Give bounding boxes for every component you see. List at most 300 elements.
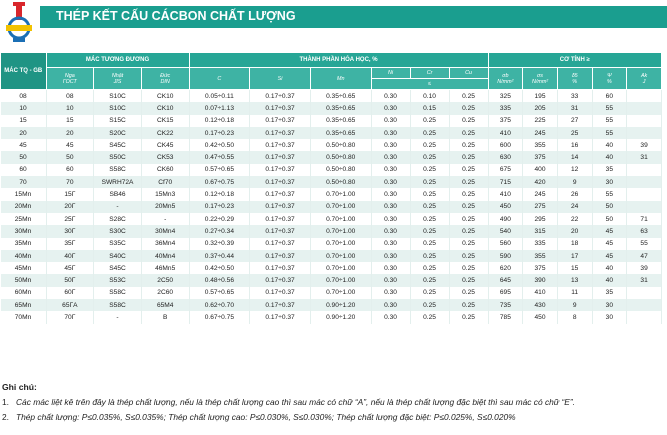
header-mac-tq: MÁC TQ - GB [1,53,47,90]
table-cell: 400 [523,164,558,176]
table-row [1,164,662,176]
table-row [1,262,662,274]
table-cell: 0.30 [371,188,410,200]
table-row [1,201,662,213]
table-cell [627,188,662,200]
table-cell: 375 [523,151,558,163]
table-cell: 315 [523,225,558,237]
table-cell: 0.17÷0.37 [250,262,311,274]
table-cell: 55 [592,115,627,127]
table-cell [627,176,662,188]
table-cell: 0.30 [371,139,410,151]
table-cell: 0.10 [410,90,449,103]
table-cell: 0.25 [410,299,449,311]
table-cell: 0.25 [449,90,488,103]
table-cell: 0.70÷1.00 [310,201,371,213]
table-cell: 0.70÷1.00 [310,188,371,200]
table-cell: S40C [94,250,142,262]
table-cell: 18 [557,238,592,250]
table-row [1,274,662,286]
table-cell: 410 [488,188,523,200]
table-cell: 295 [523,213,558,225]
table-cell: S30C [94,225,142,237]
table-cell: 0.57÷0.65 [189,164,250,176]
table-cell: 31 [627,274,662,286]
table-cell: 11 [557,287,592,299]
table-cell: 31 [627,151,662,163]
table-cell: CK60 [141,164,189,176]
table-cell: S10C [94,90,142,103]
table-cell: 0.17÷0.37 [250,90,311,103]
table-cell: 10 [1,102,47,114]
table-cell: 0.25 [449,201,488,213]
page-title: THÉP KẾT CẤU CÁCBON CHẤT LƯỢNG [56,9,296,23]
table-cell: 0.30 [371,90,410,103]
table-cell: CK10 [141,102,189,114]
table-cell: CK22 [141,127,189,139]
table-cell: 30 [592,299,627,311]
table-cell: 20Г [46,201,94,213]
table-cell: 410 [488,127,523,139]
table-cell: 0.70÷1.00 [310,250,371,262]
table-cell: 31 [557,102,592,114]
table-cell [627,164,662,176]
table-cell: 65Mn [1,299,47,311]
machinery-logo [4,2,34,46]
table-cell: 25 [557,127,592,139]
table-cell: 590 [488,250,523,262]
note-item: 2. Thép chất lượng: P≤0.035%, S≤0.035%; Thép chất lượng cao: P≤0.030%, S≤0.030%; Thép chất lượng đặc biệt: P≤0.025%, S≤0.020% [2,412,516,422]
table-cell: 0.30 [371,274,410,286]
table-cell: 15Mn3 [141,188,189,200]
table-cell: 15Mn [1,188,47,200]
table-cell: 26 [557,188,592,200]
table-cell: 50 [592,201,627,213]
table-cell: 9 [557,299,592,311]
table-cell: 450 [488,201,523,213]
table-cell: 0.17÷0.37 [250,115,311,127]
table-cell: 0.17÷0.37 [250,139,311,151]
table-row [1,90,662,103]
table-cell: 195 [523,90,558,103]
table-row [1,238,662,250]
table-body [1,90,662,324]
table-cell: 420 [523,176,558,188]
table-row [1,188,662,200]
table-cell: 0.17÷0.37 [250,151,311,163]
header-ob: σb N/mm² [488,68,523,90]
table-cell: 45Г [46,262,94,274]
table-cell: 0.25 [449,299,488,311]
table-cell: 0.25 [410,176,449,188]
table-cell: 225 [523,115,558,127]
table-cell: 0.17÷0.37 [250,225,311,237]
table-cell: 0.17÷0.37 [250,201,311,213]
table-row [1,151,662,163]
table-cell: 0.30 [371,151,410,163]
table-cell: 0.25 [449,188,488,200]
table-cell: 20Mn [1,201,47,213]
table-cell: 375 [488,115,523,127]
table-cell: 645 [488,274,523,286]
table-cell: 0.25 [410,287,449,299]
table-cell: 20 [557,225,592,237]
table-cell [627,90,662,103]
table-cell: 785 [488,311,523,323]
table-cell: - [94,311,142,323]
table-cell: 0.70÷1.00 [310,225,371,237]
table-cell: 13 [557,274,592,286]
table-cell: 600 [488,139,523,151]
table-cell: 0.25 [410,225,449,237]
table-row [1,311,662,323]
table-cell: 0.17÷0.37 [250,102,311,114]
table-cell: 0.25 [449,176,488,188]
table-cell: 0.25 [449,164,488,176]
table-cell: 0.12÷0.18 [189,188,250,200]
table-cell: S45C [94,262,142,274]
table-cell: 0.90÷1.20 [310,299,371,311]
table-cell: 0.17÷0.37 [250,274,311,286]
table-cell: 0.70÷1.00 [310,238,371,250]
table-cell: 335 [523,238,558,250]
table-cell [627,287,662,299]
table-cell: 15Г [46,188,94,200]
table-cell: 245 [523,127,558,139]
header-duc: Đức DIN [141,68,189,90]
table-cell: 0.30 [371,102,410,114]
table-cell: 0.30 [371,201,410,213]
table-cell: 355 [523,250,558,262]
table-cell: 0.35÷0.65 [310,115,371,127]
table-cell: 735 [488,299,523,311]
table-cell: 30 [592,176,627,188]
table-cell: 375 [523,262,558,274]
table-cell: 50 [46,151,94,163]
table-cell: 60 [592,90,627,103]
table-cell: 0.25 [410,213,449,225]
table-cell: 0.30 [371,164,410,176]
table-cell: 20Mn5 [141,201,189,213]
table-cell: 60 [1,164,47,176]
table-cell: 0.17÷0.37 [250,213,311,225]
table-cell: 0.17÷0.37 [250,238,311,250]
table-row [1,127,662,139]
table-cell: 35 [592,164,627,176]
table-cell: 08 [46,90,94,103]
table-cell: 45Mn [1,262,47,274]
table-cell: 46Mn5 [141,262,189,274]
table-cell: 0.30 [371,299,410,311]
table-cell: 0.25 [410,188,449,200]
table-cell: 50Г [46,274,94,286]
table-cell: 30 [592,311,627,323]
table-cell: 0.17÷0.37 [250,188,311,200]
table-cell: 0.22÷0.29 [189,213,250,225]
table-cell: S50C [94,151,142,163]
table-cell: 8 [557,311,592,323]
header-cr: Cr [410,68,449,79]
table-cell: 55 [592,127,627,139]
table-row [1,287,662,299]
table-cell: 12 [557,164,592,176]
table-cell: 630 [488,151,523,163]
table-cell: 0.07÷1.13 [189,102,250,114]
table-cell: 0.25 [449,213,488,225]
table-cell: 245 [523,188,558,200]
table-row [1,139,662,151]
table-cell: 20 [1,127,47,139]
table-cell: 45 [592,225,627,237]
table-cell: 0.70÷1.00 [310,274,371,286]
table-cell: 0.67÷0.75 [189,176,250,188]
table-cell: S10C [94,102,142,114]
table-cell: 355 [523,139,558,151]
table-cell: 50 [1,151,47,163]
table-cell: 20 [46,127,94,139]
table-row [1,225,662,237]
table-cell: 45 [46,139,94,151]
table-cell: 40Mn [1,250,47,262]
table-cell: 0.70÷1.00 [310,287,371,299]
table-cell: 33 [557,90,592,103]
table-cell: 14 [557,151,592,163]
table-cell: CK10 [141,90,189,103]
table-cell: 0.25 [410,274,449,286]
table-cell: 0.42÷0.50 [189,139,250,151]
table-cell: - [94,201,142,213]
table-cell: 0.15 [410,102,449,114]
table-cell: 0.25 [410,151,449,163]
header-mn: Mn [310,68,371,90]
table-cell: 0.17÷0.23 [189,201,250,213]
table-cell: 22 [557,213,592,225]
header-ak: Ak J [627,68,662,90]
header-nga: Nga ГОСТ [46,68,94,90]
table-cell: S35C [94,238,142,250]
table-cell: 0.25 [449,262,488,274]
header-max-symbol: ≤ [371,79,488,90]
table-cell: 36Mn4 [141,238,189,250]
table-cell: CK15 [141,115,189,127]
table-cell: S20C [94,127,142,139]
table-cell: 47 [627,250,662,262]
table-cell: 0.30 [371,311,410,323]
notes-title: Ghi chú: [2,382,37,392]
table-cell: 0.17÷0.37 [250,164,311,176]
table-cell: 50Mn [1,274,47,286]
note-item: 1. Các mác liệt kê trên đây là thép chất lượng, nếu là thép chất lượng cao thì sau mác có chữ “A”, nếu là thép chất lượng đặc biệt thì sau mác có chữ “E”. [2,397,575,407]
table-cell: 70Mn [1,311,47,323]
table-cell: 65ГA [46,299,94,311]
header-cu: Cu [449,68,488,79]
table-cell: 0.25 [410,127,449,139]
table-cell: 0.30 [371,176,410,188]
table-cell [627,102,662,114]
table-cell: 0.42÷0.50 [189,262,250,274]
table-cell: 2C50 [141,274,189,286]
table-cell: 0.35÷0.65 [310,90,371,103]
table-cell: 27 [557,115,592,127]
table-cell: 0.25 [449,287,488,299]
table-cell: 540 [488,225,523,237]
table-cell: 0.17÷0.37 [250,299,311,311]
table-cell: Cf70 [141,176,189,188]
table-cell: CK45 [141,139,189,151]
table-cell: SWRH72A [94,176,142,188]
table-cell: S28C [94,213,142,225]
table-cell: 335 [488,102,523,114]
table-cell: 35 [592,287,627,299]
table-cell: 55 [592,188,627,200]
table-cell: 0.47÷0.55 [189,151,250,163]
header-c: C [189,68,250,90]
table-cell: 40 [592,274,627,286]
table-cell: 0.25 [410,250,449,262]
table-cell: 0.25 [449,115,488,127]
table-cell: 0.05÷0.11 [189,90,250,103]
table-row [1,176,662,188]
table-row [1,299,662,311]
table-cell: 205 [523,102,558,114]
table-cell: 0.57÷0.65 [189,287,250,299]
table-cell: 60 [46,164,94,176]
table-cell: S45C [94,139,142,151]
table-cell [627,127,662,139]
table-cell: 450 [523,311,558,323]
table-cell: 0.17÷0.37 [250,127,311,139]
table-cell: 0.30 [371,287,410,299]
table-cell: - [141,213,189,225]
header-thanh-phan: THÀNH PHẦN HÓA HỌC, % [189,53,488,68]
table-cell: 50 [592,213,627,225]
table-cell: 0.25 [410,311,449,323]
table-cell: 275 [523,201,558,213]
table-cell: 35Mn [1,238,47,250]
table-cell: 695 [488,287,523,299]
header-co-tinh: CƠ TÍNH ≥ [488,53,661,68]
table-cell: 0.25 [449,238,488,250]
table-cell: 15 [46,115,94,127]
table-cell: 17 [557,250,592,262]
table-cell: 65M4 [141,299,189,311]
table-cell: 560 [488,238,523,250]
table-cell: 70 [1,176,47,188]
table-cell: 30Mn [1,225,47,237]
table-cell: 40 [592,139,627,151]
table-row [1,250,662,262]
table-cell: 675 [488,164,523,176]
table-cell: 0.30 [371,127,410,139]
table-cell: 0.50÷0.80 [310,164,371,176]
table-cell: 40 [592,262,627,274]
table-cell: 0.70÷1.00 [310,262,371,274]
table-cell: 0.32÷0.39 [189,238,250,250]
table-cell: 0.30 [371,262,410,274]
table-cell: 0.90÷1.20 [310,311,371,323]
table-cell: 63 [627,225,662,237]
table-cell: 45 [1,139,47,151]
table-cell: 55 [592,102,627,114]
table-cell: 0.25 [449,151,488,163]
table-cell: 430 [523,299,558,311]
notes-section [2,382,664,427]
table-cell: 30Г [46,225,94,237]
table-cell: 60Г [46,287,94,299]
table-cell: 40 [592,151,627,163]
table-cell: 0.25 [449,127,488,139]
table-cell: 45 [592,250,627,262]
table-cell: SB46 [94,188,142,200]
page-header [0,0,667,48]
table-cell: 0.30 [371,213,410,225]
table-cell: 0.30 [371,115,410,127]
header-si: Si [250,68,311,90]
table-cell: 0.25 [449,225,488,237]
table-cell [627,115,662,127]
table-cell: 39 [627,139,662,151]
table-cell: 60Mn [1,287,47,299]
table-cell: 71 [627,213,662,225]
table-cell: 0.27÷0.34 [189,225,250,237]
table-cell [627,299,662,311]
table-cell: 0.50÷0.80 [310,151,371,163]
table-cell: 25Г [46,213,94,225]
table-cell: 0.17÷0.37 [250,250,311,262]
table-cell: 70Г [46,311,94,323]
header-d5: δ5 % [557,68,592,90]
table-cell: 0.25 [449,311,488,323]
table-cell: 39 [627,262,662,274]
steel-grade-table-container [0,52,662,324]
table-row [1,213,662,225]
table-cell: 0.30 [371,238,410,250]
header-ni: Ni [371,68,410,79]
table-cell: 0.17÷0.37 [250,287,311,299]
table-cell: 0.25 [410,262,449,274]
table-cell: 0.35÷0.65 [310,102,371,114]
table-cell: 0.62÷0.70 [189,299,250,311]
table-cell: 35Г [46,238,94,250]
table-cell: 08 [1,90,47,103]
table-cell: 40Г [46,250,94,262]
table-cell: 0.25 [410,238,449,250]
table-cell: 0.48÷0.56 [189,274,250,286]
table-cell: S15C [94,115,142,127]
table-cell: S58C [94,287,142,299]
table-cell: 0.17÷0.37 [250,176,311,188]
header-psi: Ψ % [592,68,627,90]
table-cell [627,201,662,213]
table-cell: 40Mn4 [141,250,189,262]
table-cell: 410 [523,287,558,299]
table-cell [627,311,662,323]
table-cell: 15 [557,262,592,274]
table-cell: 55 [627,238,662,250]
table-cell: 715 [488,176,523,188]
table-cell: 0.12÷0.18 [189,115,250,127]
header-mac-tuong-duong: MÁC TƯƠNG ĐƯƠNG [46,53,189,68]
header-os: σs N/mm² [523,68,558,90]
table-cell: 16 [557,139,592,151]
table-cell: CK53 [141,151,189,163]
table-cell: 0.30 [371,250,410,262]
table-cell: 30Mn4 [141,225,189,237]
table-cell: 0.25 [410,139,449,151]
table-cell: 620 [488,262,523,274]
title-bar [40,6,667,28]
table-cell: 0.30 [371,225,410,237]
